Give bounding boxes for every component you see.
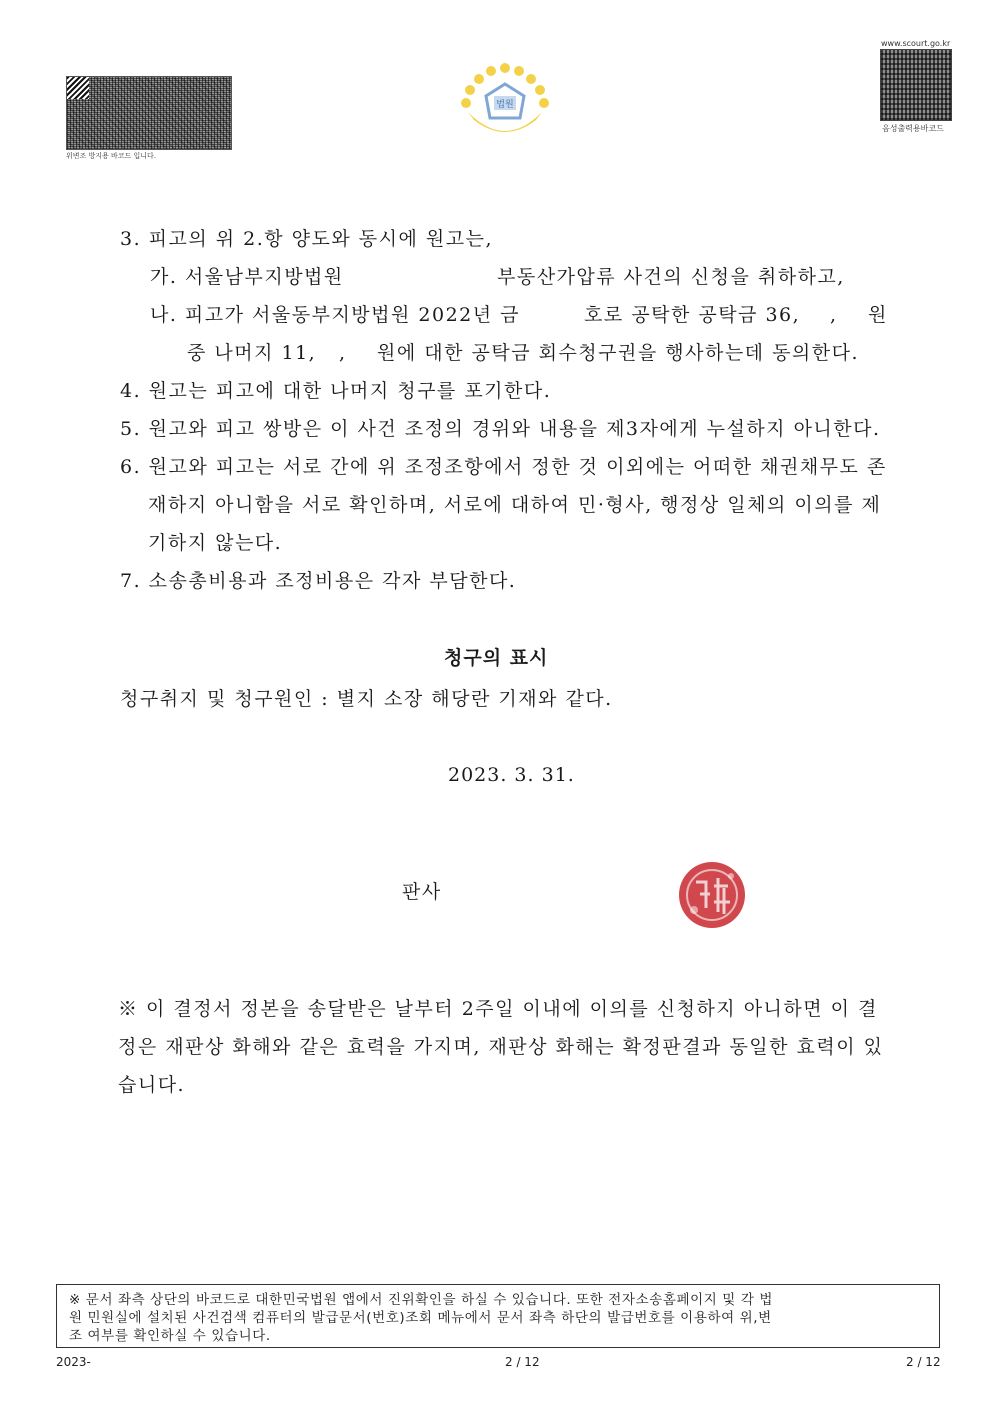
item-7: 7. 소송총비용과 조정비용은 각자 부담한다. [120,570,517,592]
forgery-prevention-barcode [66,76,232,150]
notice-line2: 정은 재판상 화해와 같은 효력을 가지며, 재판상 화해는 확정판결과 동일한 효력이 있 [118,1036,884,1058]
item-3-na-comma: , [830,304,838,326]
item-6-line3: 기하지 않는다. [148,532,283,554]
footer-notice-line2: 원 민원실에 설치된 사건검색 컴퓨터의 발급문서(번호)조회 메뉴에서 문서 좌측 하단의 발급번호를 이용하여 위,변 [69,1310,772,1326]
item-6-line1: 6. 원고와 피고는 서로 간에 위 조정조항에서 정한 것 이외에는 어떠한 채권채무도 존 [120,456,887,478]
qr-url: www.scourt.go.kr [881,39,951,48]
item-3-na-left: 나. 피고가 서울동부지방법원 2022년 금 [150,304,521,326]
issue-number: 2023- [56,1355,91,1369]
claim-text: 청구취지 및 청구원인 : 별지 소장 해당란 기재와 같다. [120,688,613,710]
page-number-center: 2 / 12 [505,1355,540,1369]
item-5: 5. 원고와 피고 쌍방은 이 사건 조정의 경위와 내용을 제3자에게 누설하지 아니한다. [120,418,881,440]
item-4: 4. 원고는 피고에 대한 나머지 청구를 포기한다. [120,380,552,402]
barcode-caption: 위변조 방지용 바코드 입니다. [66,152,157,160]
judge-label: 판사 [402,881,442,903]
item-3-ga-left: 가. 서울남부지방법원 [150,266,344,288]
claim-heading: 청구의 표시 [444,647,549,669]
item-3-ga-right: 부동산가압류 사건의 신청을 취하하고, [497,266,845,288]
item-6-line2: 재하지 아니함을 서로 확인하며, 서로에 대하여 민·형사, 행정상 일체의 이의를 제 [148,494,882,516]
notice-line3: 습니다. [118,1074,186,1096]
qr-caption: 음성출력용바코드 [882,124,944,133]
notice-line1: ※ 이 결정서 정본을 송달받은 날부터 2주일 이내에 이의를 신청하지 아니하면 이 결 [118,998,878,1020]
verification-notice-box [56,1284,940,1348]
footer-notice-line3: 조 여부를 확인하실 수 있습니다. [69,1328,271,1344]
footer-notice-line1: ※ 문서 좌측 상단의 바코드로 대한민국법원 앱에서 진위확인을 하실 수 있습니다. 또한 전자소송홈페이지 및 각 법 [69,1292,774,1308]
item-3-na2-left: 중 나머지 11, [187,342,317,364]
court-emblem-icon [458,62,552,146]
item-3-na2-right: 원에 대한 공탁금 회수청구권을 행사하는데 동의한다. [377,342,860,364]
emblem-label: 법원 [496,100,514,110]
judge-seal-icon [676,858,748,932]
item-3-na-mid: 호로 공탁한 공탁금 36, [584,304,801,326]
voice-output-qr-code [880,49,952,121]
item-3-line: 3. 피고의 위 2.항 양도와 동시에 원고는, [120,228,493,250]
page-number-right: 2 / 12 [906,1355,941,1369]
decision-date: 2023. 3. 31. [448,764,575,786]
item-3-na2-comma: , [339,342,347,364]
item-3-na-won: 원 [868,304,888,326]
